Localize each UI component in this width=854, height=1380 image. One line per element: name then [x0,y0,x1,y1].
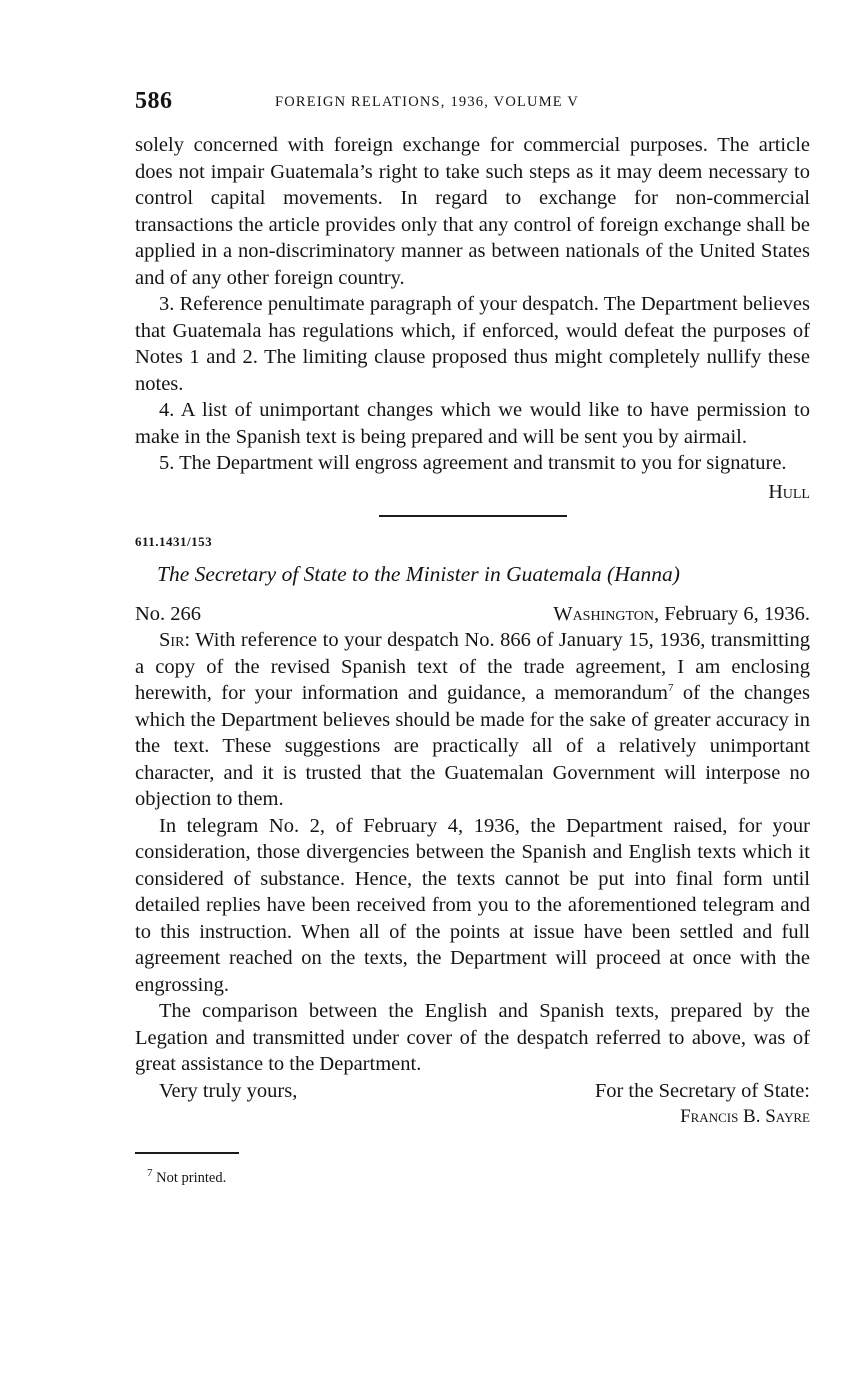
signer-name: Francis B. Sayre [680,1105,810,1127]
body-paragraph-3: The comparison between the English and Spanish texts, prepared by the Legation and transmitted under cover of the despatch referred to above, was of great assistance to the Department. [135,1000,810,1075]
paragraph-1-part-a: : With reference to your despatch No. 866 of January 15, 1936, transmitting a copy of the revised Spanish text of the trade agreement, I am enclosing herewith, for your information and guidance, a memorandum [135,629,810,704]
for-secretary: For the Secretary of State: [594,1079,810,1102]
numbered-item-4: 4. A list of unimportant changes which we would like to have permission to make in the Spanish text is being prepared and will be sent you by airmail. [135,399,810,448]
body-paragraph-2: In telegram No. 2, of February 4, 1936, the Department raised, for your consideration, those divergencies between the Spanish and English texts which it considered of substance. Hence, the texts cannot be put into final form until detailed replies have been received from you to the aforementioned telegram and to this instruction. When all of the points at issue have been settled and full agreement reached on the texts, the Department will proceed at once with the engrossing. [135,814,810,996]
page-header [135,88,810,118]
closing: Very truly yours, [159,1079,298,1102]
footnote-marker: 7 [147,1166,153,1179]
closing-line [135,1078,810,1104]
signature-hull: Hull [768,480,810,503]
instruction-number: No. 266 [135,602,202,625]
date: , February 6, 1936. [653,602,810,625]
footnote-reference: 7 [667,682,674,695]
section-divider [379,515,567,517]
place: Washington [553,602,654,625]
footnote [147,1166,810,1187]
footnote-text: Not printed. [156,1169,227,1186]
document-title: The Secretary of State to the Minister in Guatemala (Hanna) [157,561,680,586]
document-page [135,88,810,1187]
dateline [135,601,810,628]
numbered-item-3: 3. Reference penultimate paragraph of your despatch. The Department believes that Guatemala has regulations which, if enforced, would defeat the purposes of Notes 1 and 2. The limiting clause proposed thus might completely nullify these notes. [135,293,810,395]
running-head: FOREIGN RELATIONS, 1936, VOLUME V [275,94,580,110]
numbered-item-5: 5. The Department will engross agreement and transmit to you for signature. [159,452,787,474]
page-number: 586 [135,88,173,114]
footnote-divider [135,1152,239,1154]
continuation-paragraph: solely concerned with foreign exchange for commercial purposes. The article does not impair Guatemala’s right to take such steps as it may deem necessary to control capital movements. In regard to exchange for non-commercial transactions the article provides only that any control of foreign exchange shall be applied in a non-discriminatory manner as between nationals of the United States and of any other foreign country. [135,134,810,289]
salutation: Sir [159,629,185,651]
paragraph-1-part-b: of the changes which the Department believes should be made for the sake of greater accuracy in the text. These suggestions are practically all of a relatively unimportant character, and it is trusted that the Guatemalan Government will interpose no objection to them. [135,682,810,810]
file-number: 611.1431/153 [135,533,213,549]
body-paragraph-1 [135,627,810,813]
place-date [553,601,810,628]
